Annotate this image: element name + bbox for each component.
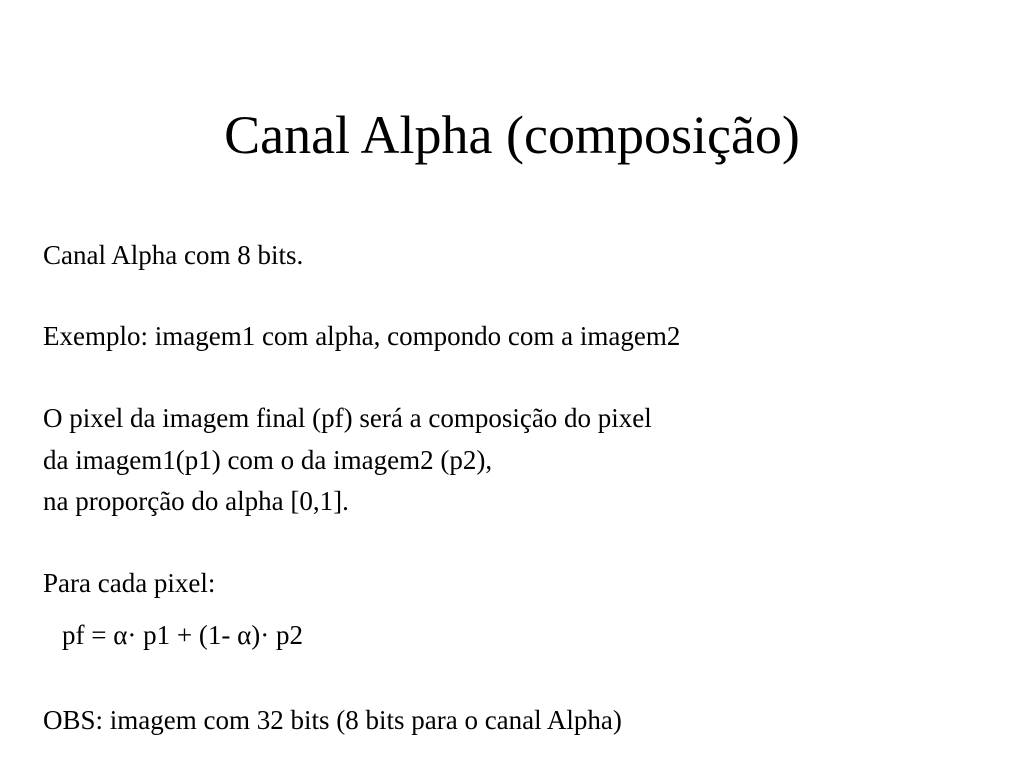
text-line-composition-3: na proporção do alpha [0,1]. [43,486,349,516]
text-line-alpha-bits: Canal Alpha com 8 bits. [43,240,304,270]
alpha-blend-formula: pf = α· p1 + (1- α)· p2 [62,620,303,650]
slide-title: Canal Alpha (composição) [224,105,800,165]
observation-note: OBS: imagem com 32 bits (8 bits para o canal Alpha) [43,705,622,735]
text-line-composition-1: O pixel da imagem final (pf) será a composição do pixel [43,403,652,433]
text-line-example: Exemplo: imagem1 com alpha, compondo com a imagem2 [43,321,681,351]
text-line-composition-2: da imagem1(p1) com o da imagem2 (p2), [43,445,493,475]
text-line-for-each-pixel: Para cada pixel: [43,568,216,598]
